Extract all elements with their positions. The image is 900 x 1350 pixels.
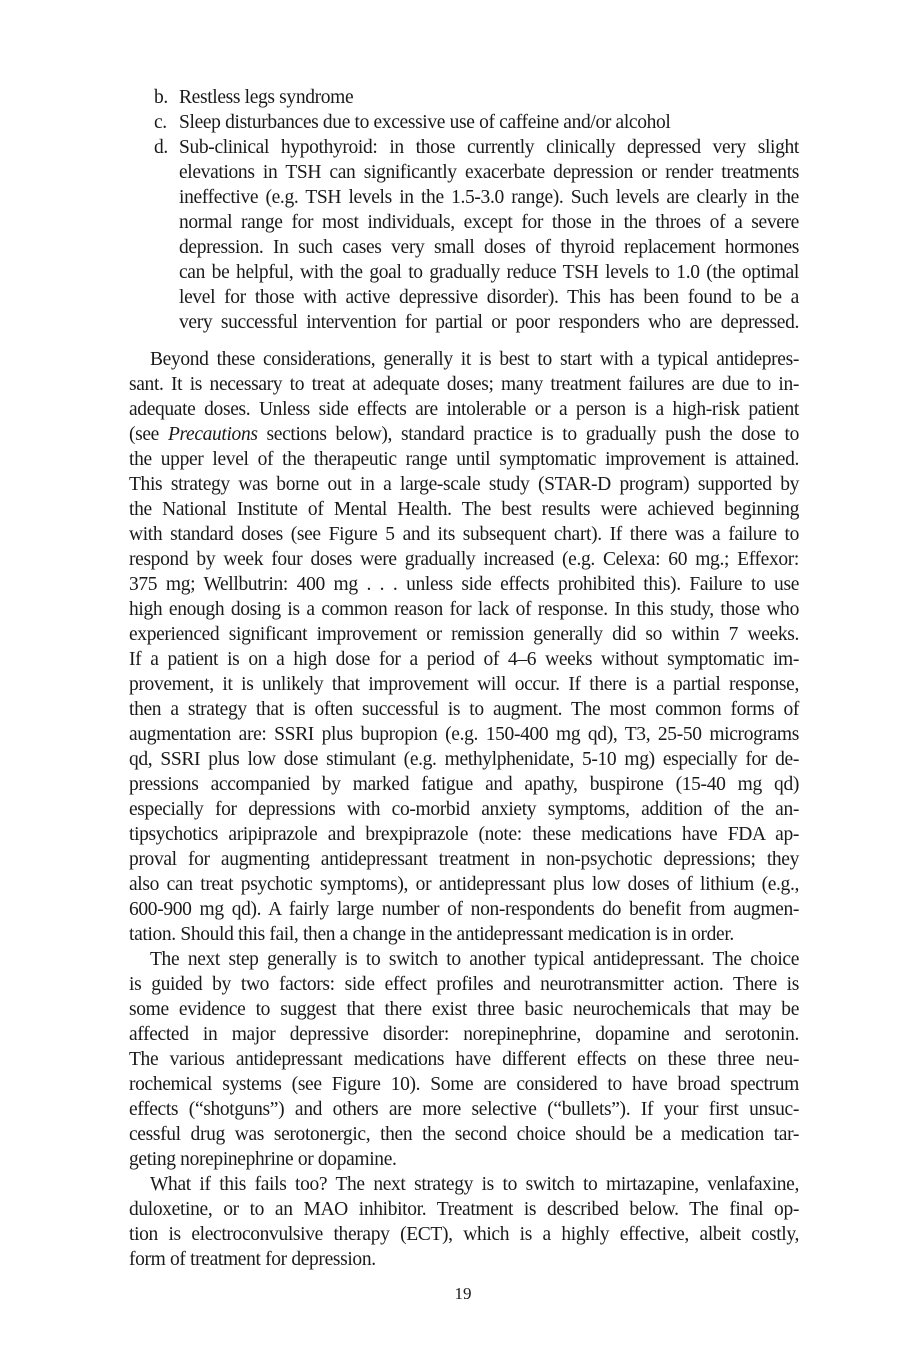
list-item-text: normal range for most individuals, except for those in the throes of a severe xyxy=(179,212,799,233)
list-item-text: depression. In such cases very small doses of thyroid replacement hormones xyxy=(179,237,799,258)
paragraph-line: pressions accompanied by marked fatigue and apathy, buspirone (15-40 mg qd) xyxy=(129,774,799,795)
paragraph-line: then a strategy that is often successful is to augment. The most common forms of xyxy=(129,699,799,720)
paragraph-line: the National Institute of Mental Health. The best results were achieved beginning xyxy=(129,499,799,520)
paragraph-line: high enough dosing is a common reason for lack of response. In this study, those who xyxy=(129,599,799,620)
list-item-text: level for those with active depressive disorder). This has been found to be a xyxy=(179,287,799,308)
paragraph-line: proval for augmenting antidepressant treatment in non-psychotic depressions; they xyxy=(129,849,799,870)
italic-emphasis: Precautions xyxy=(167,424,258,445)
paragraph-line: effects (“shotguns”) and others are more selective (“bullets”). If your first unsuc- xyxy=(129,1099,799,1120)
paragraph-line: What if this fails too? The next strategy is to switch to mirtazapine, venlafaxine, xyxy=(150,1174,799,1195)
paragraph-line: qd, SSRI plus low dose stimulant (e.g. methylphenidate, 5-10 mg) especially for de- xyxy=(129,749,799,770)
list-item-text: Sleep disturbances due to excessive use of caffeine and/or alcohol xyxy=(179,112,671,133)
list-item-label: b. xyxy=(154,87,168,108)
paragraph-line: affected in major depressive disorder: norepinephrine, dopamine and serotonin. xyxy=(129,1024,799,1045)
paragraph-line: tipsychotics aripiprazole and brexpiprazole (note: these medications have FDA ap- xyxy=(129,824,799,845)
paragraph-line: adequate doses. Unless side effects are intolerable or a person is a high-risk patient xyxy=(129,399,799,420)
paragraph-line: tation. Should this fail, then a change in the antidepressant medication is in order. xyxy=(129,924,734,945)
paragraph-line: duloxetine, or to an MAO inhibitor. Treatment is described below. The final op- xyxy=(129,1199,799,1220)
paragraph-line: (see Precautions sections below), standard practice is to gradually push the dose to xyxy=(129,424,799,445)
paragraph-line: also can treat psychotic symptoms), or antidepressant plus low doses of lithium (e.g., xyxy=(129,874,799,895)
paragraph-line: provement, it is unlikely that improvement will occur. If there is a partial response, xyxy=(129,674,799,695)
paragraph-line: sant. It is necessary to treat at adequate doses; many treatment failures are due to in- xyxy=(129,374,799,395)
paragraph-line: 375 mg; Wellbutrin: 400 mg . . . unless side effects prohibited this). Failure to use xyxy=(129,574,799,595)
paragraph-line: This strategy was borne out in a large-scale study (STAR-D program) supported by xyxy=(129,474,799,495)
paragraph-line: cessful drug was serotonergic, then the second choice should be a medication tar- xyxy=(129,1124,799,1145)
list-item-text: ineffective (e.g. TSH levels in the 1.5-3.0 range). Such levels are clearly in the xyxy=(179,187,799,208)
paragraph-line: Beyond these considerations, generally it is best to start with a typical antidepres- xyxy=(150,349,799,370)
paragraph-line: 600-900 mg qd). A fairly large number of non-respondents do benefit from augmen- xyxy=(129,899,799,920)
paragraph-line: form of treatment for depression. xyxy=(129,1249,376,1270)
paragraph-line: some evidence to suggest that there exist three basic neurochemicals that may be xyxy=(129,999,799,1020)
list-item-label: d. xyxy=(154,137,168,158)
paragraph-line: rochemical systems (see Figure 10). Some are considered to have broad spectrum xyxy=(129,1074,799,1095)
paragraph-line: experienced significant improvement or remission generally did so within 7 weeks. xyxy=(129,624,799,645)
list-item-text: very successful intervention for partial or poor responders who are depressed. xyxy=(179,312,799,333)
paragraph-line: tion is electroconvulsive therapy (ECT), which is a highly effective, albeit costly, xyxy=(129,1224,799,1245)
paragraph-line: respond by week four doses were gradually increased (e.g. Celexa: 60 mg.; Effexor: xyxy=(129,549,799,570)
paragraph-line: especially for depressions with co-morbid anxiety symptoms, addition of the an- xyxy=(129,799,799,820)
paragraph-line: augmentation are: SSRI plus bupropion (e.g. 150-400 mg qd), T3, 25-50 micrograms xyxy=(129,724,799,745)
paragraph-line: If a patient is on a high dose for a period of 4–6 weeks without symptomatic im- xyxy=(129,649,799,670)
list-item-text: can be helpful, with the goal to gradually reduce TSH levels to 1.0 (the optimal xyxy=(179,262,799,283)
paragraph-line: the upper level of the therapeutic range until symptomatic improvement is attained. xyxy=(129,449,799,470)
list-item-text: Restless legs syndrome xyxy=(179,87,354,108)
paragraph-line: with standard doses (see Figure 5 and its subsequent chart). If there was a failure to xyxy=(129,524,799,545)
paragraph-line: The next step generally is to switch to another typical antidepressant. The choice xyxy=(150,949,799,970)
list-item-text: elevations in TSH can significantly exacerbate depression or render treatments xyxy=(179,162,799,183)
paragraph-line: is guided by two factors: side effect profiles and neurotransmitter action. There is xyxy=(129,974,799,995)
paragraph-line: geting norepinephrine or dopamine. xyxy=(129,1149,397,1170)
page-number: 19 xyxy=(454,1284,472,1303)
paragraph-line: The various antidepressant medications have different effects on these three neu- xyxy=(129,1049,799,1070)
list-item-label: c. xyxy=(154,112,167,133)
list-item-text: Sub-clinical hypothyroid: in those currently clinically depressed very slight xyxy=(179,137,799,158)
